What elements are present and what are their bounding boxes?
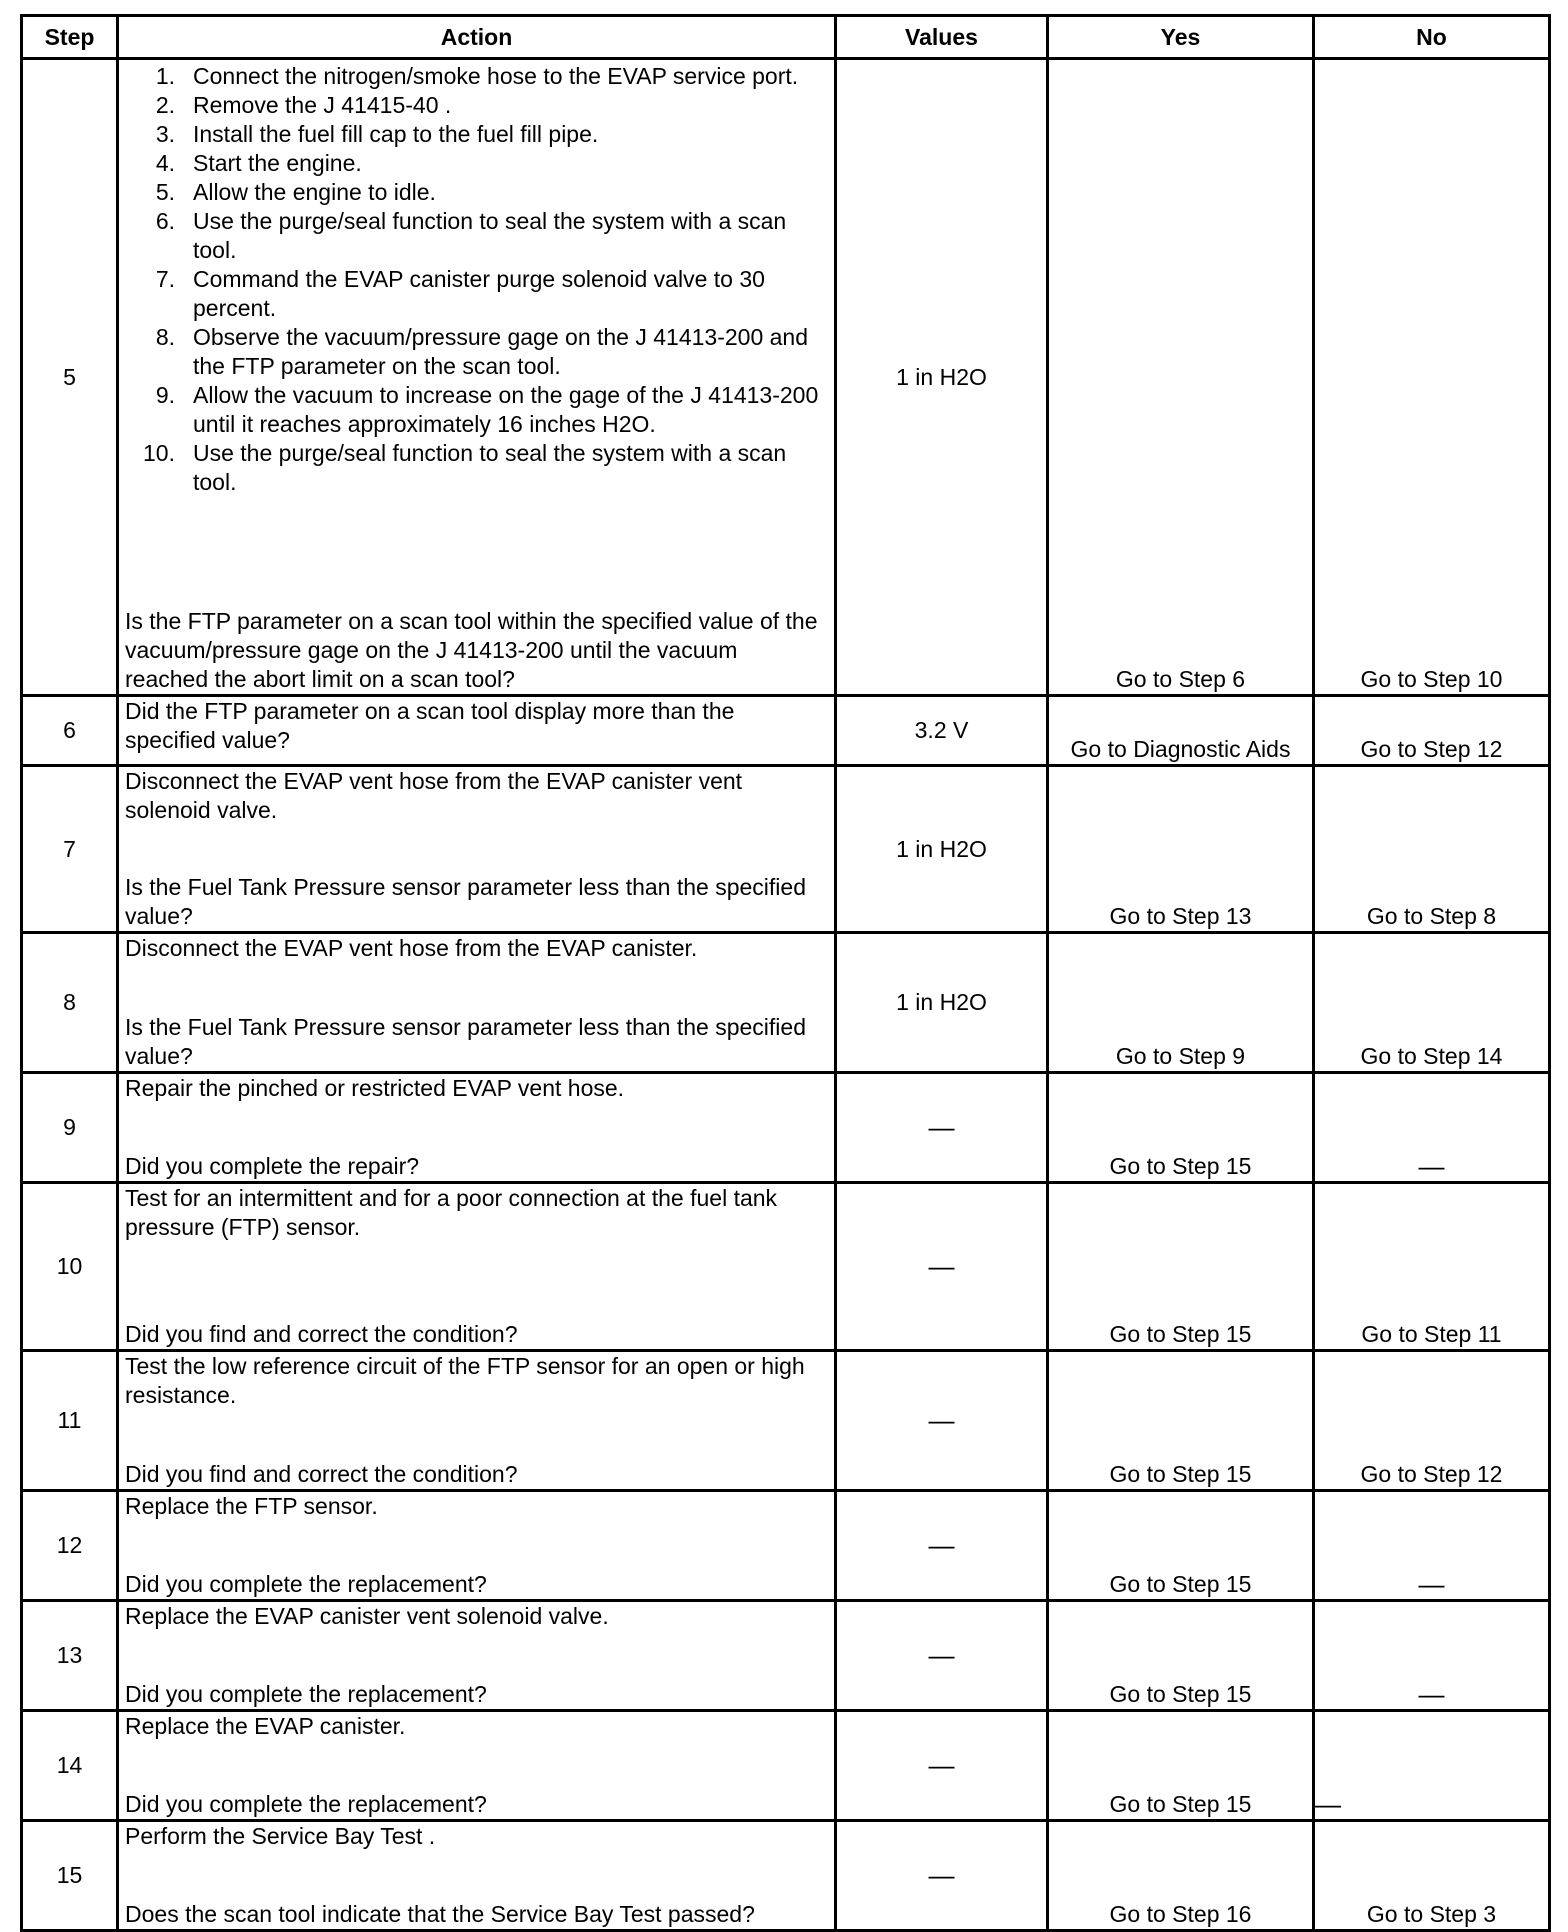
list-item: 5. Allow the engine to idle. <box>155 179 436 205</box>
value-cell: 1 in H2O <box>836 766 1048 933</box>
yes-result: Go to Step 15 <box>1048 1491 1314 1601</box>
action-question: Did you complete the replacement? <box>125 1681 487 1707</box>
list-item: 7. Command the EVAP canister purge solenoid valve to 30 percent. <box>155 266 765 321</box>
yes-result: Go to Step 9 <box>1048 933 1314 1073</box>
action-cell <box>118 59 836 696</box>
yes-result: Go to Step 13 <box>1048 766 1314 933</box>
header-no: No <box>1314 16 1550 59</box>
value-cell: — <box>836 1711 1048 1821</box>
yes-result: Go to Step 15 <box>1048 1183 1314 1351</box>
action-question: Is the Fuel Tank Pressure sensor parameter less than the specified value? <box>125 1014 806 1069</box>
list-item: 8. Observe the vacuum/pressure gage on the J 41413-200 and the FTP parameter on the scan tool. <box>155 324 809 379</box>
action-instruction: Perform the Service Bay Test . <box>125 1823 436 1849</box>
action-cell <box>118 1601 836 1711</box>
table-row <box>22 766 1550 933</box>
action-steps-list <box>125 62 826 497</box>
table-row <box>22 933 1550 1073</box>
action-question: Did you complete the replacement? <box>125 1791 487 1817</box>
step-number: 15 <box>22 1821 118 1931</box>
list-item: 9. Allow the vacuum to increase on the gage of the J 41413-200 until it reaches approximately 16 inches H2O. <box>155 382 819 437</box>
action-cell <box>118 933 836 1073</box>
action-question: Did the FTP parameter on a scan tool display more than the specified value? <box>125 698 735 753</box>
value-cell: 1 in H2O <box>836 59 1048 696</box>
list-item: 3. Install the fuel fill cap to the fuel fill pipe. <box>155 121 599 147</box>
list-item: 6. Use the purge/seal function to seal the system with a scan tool. <box>155 208 787 263</box>
list-item: 2. Remove the J 41415-40 . <box>155 92 452 118</box>
action-question: Did you complete the replacement? <box>125 1571 487 1597</box>
value-cell: — <box>836 1073 1048 1183</box>
yes-result: Go to Step 15 <box>1048 1601 1314 1711</box>
table-row <box>22 1491 1550 1601</box>
action-instruction: Disconnect the EVAP vent hose from the EVAP canister vent solenoid valve. <box>125 768 743 823</box>
table-row <box>22 696 1550 766</box>
table-row <box>22 1073 1550 1183</box>
list-item: 1. Connect the nitrogen/smoke hose to the EVAP service port. <box>155 63 799 89</box>
value-cell: — <box>836 1351 1048 1491</box>
action-question: Did you find and correct the condition? <box>125 1321 518 1347</box>
no-result: — <box>1314 1711 1550 1821</box>
value-cell: — <box>836 1491 1048 1601</box>
action-cell <box>118 1821 836 1931</box>
header-yes: Yes <box>1048 16 1314 59</box>
action-instruction: Disconnect the EVAP vent hose from the EVAP canister. <box>125 935 698 961</box>
yes-result: Go to Step 16 <box>1048 1821 1314 1931</box>
action-instruction: Replace the EVAP canister vent solenoid valve. <box>125 1603 609 1629</box>
action-question: Did you complete the repair? <box>125 1153 420 1179</box>
action-instruction: Replace the FTP sensor. <box>125 1493 378 1519</box>
value-cell: 3.2 V <box>836 696 1048 766</box>
action-cell <box>118 1183 836 1351</box>
action-cell <box>118 1073 836 1183</box>
value-cell: — <box>836 1601 1048 1711</box>
step-number: 9 <box>22 1073 118 1183</box>
yes-result: Go to Step 6 <box>1048 59 1314 696</box>
no-result: — <box>1314 1601 1550 1711</box>
table-row <box>22 1821 1550 1931</box>
action-question: Is the Fuel Tank Pressure sensor parameter less than the specified value? <box>125 874 806 929</box>
no-result: Go to Step 3 <box>1314 1821 1550 1931</box>
yes-result: Go to Step 15 <box>1048 1351 1314 1491</box>
action-cell <box>118 696 836 766</box>
action-question: Is the FTP parameter on a scan tool within the specified value of the vacuum/pressure gage on the J 41413-200 until the vacuum reached the abort limit on a scan tool? <box>125 608 818 692</box>
no-result: — <box>1314 1491 1550 1601</box>
action-question: Does the scan tool indicate that the Service Bay Test passed? <box>125 1901 755 1927</box>
table-row <box>22 1601 1550 1711</box>
header-row <box>22 16 1550 59</box>
no-result: Go to Step 12 <box>1314 1351 1550 1491</box>
table-row <box>22 1351 1550 1491</box>
step-number: 6 <box>22 696 118 766</box>
header-values: Values <box>836 16 1048 59</box>
list-item: 4. Start the engine. <box>155 150 362 176</box>
yes-result: Go to Step 15 <box>1048 1073 1314 1183</box>
value-cell: 1 in H2O <box>836 933 1048 1073</box>
action-instruction: Repair the pinched or restricted EVAP vent hose. <box>125 1075 625 1101</box>
no-result: Go to Step 10 <box>1314 59 1550 696</box>
header-action: Action <box>118 16 836 59</box>
action-cell <box>118 1351 836 1491</box>
table-row <box>22 1711 1550 1821</box>
no-result: Go to Step 8 <box>1314 766 1550 933</box>
table-row <box>22 1183 1550 1351</box>
step-number: 12 <box>22 1491 118 1601</box>
action-question: Did you find and correct the condition? <box>125 1461 518 1487</box>
step-number: 5 <box>22 59 118 696</box>
action-instruction: Test the low reference circuit of the FTP sensor for an open or high resistance. <box>125 1353 805 1408</box>
value-cell: — <box>836 1821 1048 1931</box>
value-cell: — <box>836 1183 1048 1351</box>
step-number: 13 <box>22 1601 118 1711</box>
action-cell <box>118 1491 836 1601</box>
step-number: 10 <box>22 1183 118 1351</box>
action-instruction: Replace the EVAP canister. <box>125 1713 406 1739</box>
no-result: Go to Step 11 <box>1314 1183 1550 1351</box>
no-result: — <box>1314 1073 1550 1183</box>
yes-result: Go to Step 15 <box>1048 1711 1314 1821</box>
action-cell <box>118 766 836 933</box>
action-cell <box>118 1711 836 1821</box>
action-instruction: Test for an intermittent and for a poor connection at the fuel tank pressure (FTP) sensor. <box>125 1185 778 1240</box>
step-number: 14 <box>22 1711 118 1821</box>
header-step: Step <box>22 16 118 59</box>
list-item: 10. Use the purge/seal function to seal the system with a scan tool. <box>143 440 787 495</box>
step-number: 8 <box>22 933 118 1073</box>
step-number: 7 <box>22 766 118 933</box>
yes-result: Go to Diagnostic Aids <box>1048 696 1314 766</box>
no-result: Go to Step 14 <box>1314 933 1550 1073</box>
diagnostic-table <box>20 14 1551 1932</box>
no-result: Go to Step 12 <box>1314 696 1550 766</box>
table-row <box>22 59 1550 696</box>
step-number: 11 <box>22 1351 118 1491</box>
